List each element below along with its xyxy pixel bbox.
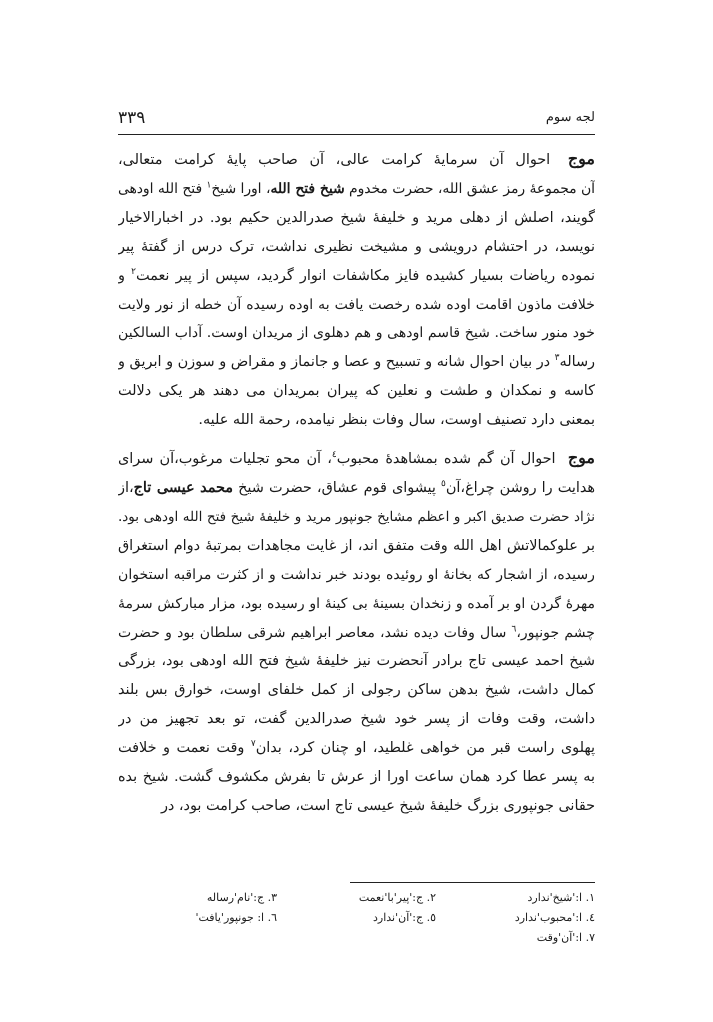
text-line	[118, 792, 595, 821]
bold-name: محمد عیسی تاج	[133, 478, 234, 496]
footnote: ٤. ا:'محبوب'ندارد	[514, 911, 595, 924]
text-run: آن مجموعهٔ رمز عشق الله، حضرت مخدوم	[344, 180, 595, 197]
text-run: کاسه و نمکدان و طشت و نعلین که پیران بمریدان می دهند هر یکی دلالت	[118, 383, 595, 400]
text-run: چشم جونپور،	[516, 624, 595, 641]
text-run: نویسد، در احتشام درویشی و مشیخت نظیری نداشت، ترک درس از گفتهٔ پیر	[118, 238, 595, 255]
text-run: ،از	[118, 479, 134, 496]
footnote-rule	[350, 882, 595, 883]
footnote-row	[118, 908, 595, 928]
text-line	[118, 676, 595, 705]
text-run: سال وفات دیده نشد، معاصر ابراهیم شرقی سلطان بود و حضرت	[118, 624, 512, 641]
footnote: ۷. ا:'آن'وقت	[536, 931, 595, 944]
text-line	[118, 377, 595, 406]
text-line	[118, 291, 595, 320]
footnote-marker: ٦	[511, 623, 517, 634]
text-run: نموده ریاضات بسیار کشیده فایز مکاشفات انوار گردید، سپس از پیر نعمت	[136, 267, 595, 284]
text-line	[118, 705, 595, 734]
bold-name: شیخ فتح الله	[270, 180, 345, 197]
footnote: ۳. ج:'نام'رساله	[206, 891, 277, 904]
text-run: حقانی جونپوری بزرگ خلیفهٔ شیخ عیسی تاج است، صاحب کرامت بود، در	[160, 797, 595, 814]
text-run: پیشوای قوم عشاق، حضرت شیخ	[233, 479, 442, 496]
text-run: داشت، وقت وفات از پسر خود شیخ صدرالدین گفت، تو بعد تجهیز من در	[118, 711, 595, 728]
text-run: هدایت را روشن چراغ،آن	[445, 479, 595, 496]
text-run: کمال داشت، شیخ بدهن ساکن رجولی از کمل خلفای اوست، خوارق بس بلند	[118, 682, 595, 699]
text-line	[118, 406, 595, 435]
text-run: نژاد حضرت صدیق اکبر و اعظم مشایخ جونپور مرید و خلیفهٔ شیخ فتح الله اودهی بود.	[118, 508, 595, 525]
text-run: رسیده، از اشجار که بخانهٔ او روئیده بودند خبر نداشت و از کثرت مراقبه استخوان	[118, 566, 595, 583]
text-run: خلافت ماذون اقامت اوده شده رخصت یافت به اوده رسیده آن خطه از نور ولایت	[118, 296, 595, 313]
text-line	[118, 233, 595, 262]
footnote-marker: ۱	[206, 180, 212, 191]
footnote-row	[118, 888, 595, 908]
entry-heading: موج	[567, 149, 595, 168]
text-line	[118, 444, 595, 474]
page-header	[118, 108, 595, 132]
text-run: بر علوکمالاتش اهل الله وقت متفق اند، از غایت مجاهدات بمرتبهٔ دوام استغراق	[118, 537, 595, 554]
header-rule	[118, 134, 595, 135]
paragraph	[118, 145, 595, 435]
footnote-row	[118, 928, 595, 948]
entry-heading: موج	[567, 448, 595, 468]
text-line	[118, 262, 595, 291]
text-run: فتح الله اودهی	[118, 180, 207, 197]
footnote: ۱. ا:'شیخ'ندارد	[527, 891, 595, 904]
text-run: وقت نعمت و خلافت	[118, 740, 251, 757]
text-run: گویند، اصلش از دهلی مرید و خلیفهٔ شیخ صدرالدین حکیم بود. در اخبارالاخیار	[118, 209, 595, 226]
footnote-marker: ۲	[131, 266, 137, 277]
text-run: ، اورا شیخ	[211, 180, 271, 197]
text-run: پهلوی راست قبر من خواهی غلطید، او چنان کرد، بدان	[255, 740, 595, 757]
page-number: ۳۳۹	[118, 108, 146, 128]
text-run: رساله	[559, 354, 595, 371]
text-run: در بیان احوال شانه و تسبیح و عصا و جانماز و مقراض و سوزن و ابریق و	[118, 354, 555, 371]
text-run: ، آن محو تجلیات مرغوب،آن سرای	[118, 451, 332, 468]
text-run: به پسر عطا کرد همان ساعت اورا از عرش تا بفرش مکشوف گشت. شیخ بده	[118, 769, 595, 786]
footnote-marker: ۷	[250, 739, 256, 750]
paragraph	[118, 444, 595, 821]
text-line	[118, 175, 595, 204]
running-title: لجه سوم	[545, 110, 595, 125]
main-text	[118, 145, 595, 821]
footnote-marker: ۳	[554, 353, 560, 364]
text-run: خود منور ساخت. شیخ قاسم اودهی و هم دهلوی از مریدان اوست. آداب السالکین	[118, 325, 595, 342]
text-line	[118, 474, 595, 503]
text-line	[118, 348, 595, 377]
text-run: احوال آن سرمایهٔ کرامت عالی، آن صاحب پایهٔ کرامت متعالی،	[118, 152, 562, 168]
text-line	[118, 204, 595, 233]
footnote: ٥. ج:'آن'ندارد	[372, 911, 436, 924]
text-line	[118, 532, 595, 561]
text-line	[118, 145, 595, 175]
text-line	[118, 734, 595, 763]
text-line	[118, 590, 595, 619]
footnote: ۲. ج:'پیر'با'نعمت	[358, 891, 436, 904]
text-run: بمعنی دارد تصنیف اوست، سال وفات بنظر نیامده، رحمة الله علیه.	[198, 412, 595, 429]
text-line	[118, 319, 595, 348]
footnote: ٦. ا: جونپور'یافت'	[195, 911, 277, 924]
footnotes	[118, 888, 595, 948]
text-run: احوال آن گم شده بمشاهدهٔ محبوب	[336, 451, 562, 468]
text-run: شیخ احمد عیسی تاج برادر آنحضرت نیز خلیفهٔ شیخ فتح الله اودهی بود، بزرگی	[118, 653, 595, 670]
text-line	[118, 503, 595, 532]
text-line	[118, 763, 595, 792]
text-line	[118, 647, 595, 676]
text-line	[118, 561, 595, 590]
text-run: و	[118, 267, 132, 284]
footnote-marker: ٤	[331, 450, 337, 461]
text-line	[118, 619, 595, 648]
footnote-marker: ٥	[441, 479, 446, 490]
text-run: مهرهٔ گردن او بر آمده و زنخدان بسینهٔ بی کینهٔ او رسیده بود، مزار مبارکش سرمهٔ	[118, 595, 595, 612]
